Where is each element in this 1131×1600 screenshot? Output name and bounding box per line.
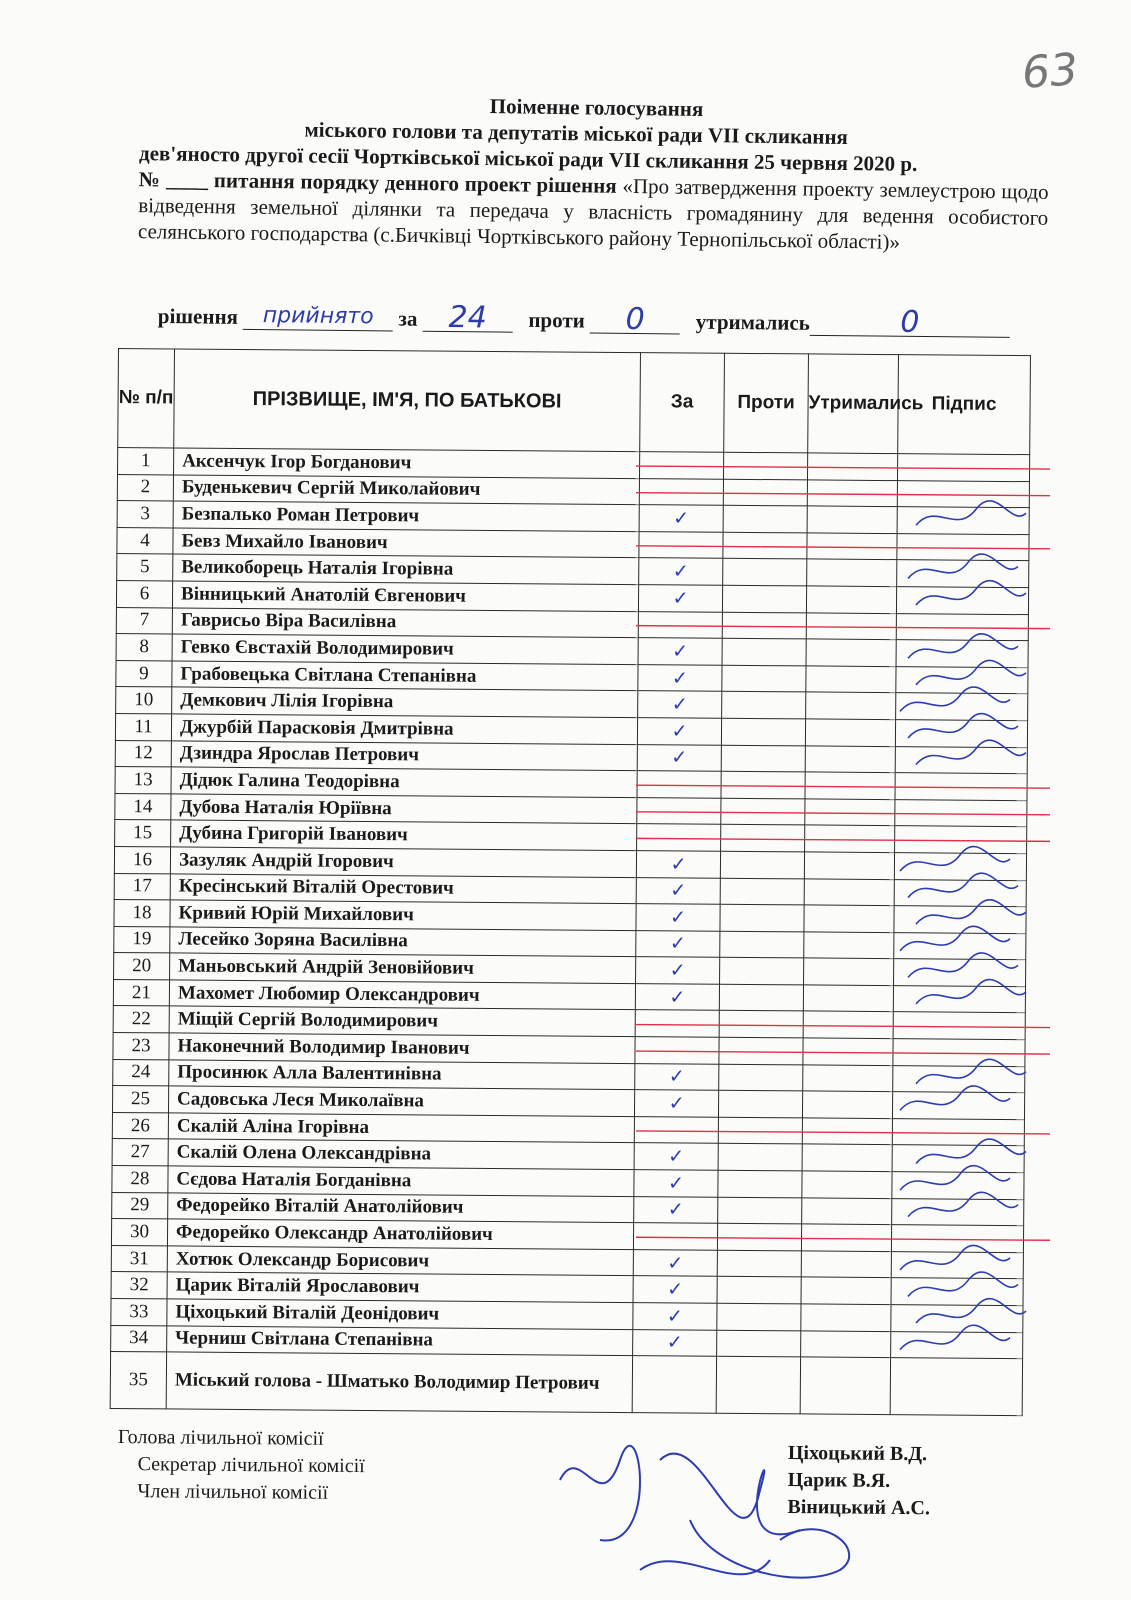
vote-for-mark [639,452,723,479]
row-number: 26 [112,1112,168,1139]
row-number: 23 [113,1033,169,1060]
vote-against-cell [717,1303,801,1330]
vote-abstain-cell [802,1118,892,1145]
signature-cell [897,507,1029,535]
row-number: 18 [114,900,170,927]
deputy-name: Аксенчук Ігор Богданович [174,448,640,478]
vote-for-mark: ✓ [633,1276,717,1303]
signature-cell [897,480,1029,508]
col-header-number: № п/п [118,349,175,448]
vote-for-mark [637,824,721,851]
deputy-name: Міщій Сергій Володимирович [169,1006,635,1036]
header-subtitle: міського голови та депутатів міської ради VII скликання [304,117,849,150]
vote-for-mark: ✓ [637,744,721,771]
row-number: 3 [117,501,173,528]
deputy-name: Федорейко Віталій Анатолійович [168,1193,634,1223]
agenda-number-label: № ____ питання порядку денного проект рішення [138,167,617,198]
signature-cell [891,1278,1023,1306]
deputy-name: Грабовецька Світлана Степанівна [172,661,638,691]
deputy-name: Хотюк Олександр Борисович [167,1246,633,1276]
vote-against-cell [717,1277,801,1304]
row-number: 7 [116,607,172,634]
vote-abstain-cell [805,799,895,826]
vote-against-cell [721,745,805,772]
vote-against-cell [720,958,804,985]
deputy-name: Скалій Аліна Ігорівна [168,1113,634,1143]
vote-for-mark: ✓ [636,930,720,957]
vote-for-mark: ✓ [636,904,720,931]
signature-cell [895,826,1027,854]
vote-against-cell [721,798,805,825]
vote-against-cell [720,851,804,878]
vote-abstain-cell [807,453,897,480]
vote-abstain-cell [806,586,896,613]
deputy-name: Великоборець Наталія Ігорівна [173,554,639,584]
vote-abstain-cell [805,745,895,772]
row-number: 31 [111,1245,167,1272]
vote-against-cell [718,1117,802,1144]
row-number: 24 [113,1059,169,1086]
row-number: 15 [115,820,171,847]
abstain-label: утримались [695,309,810,335]
decision-value: прийнято [243,303,393,332]
commission-member-name: Віницький А.С. [787,1495,931,1520]
vote-for-mark: ✓ [633,1303,717,1330]
vote-for-mark [635,1037,719,1064]
signature-cell [893,1039,1025,1067]
signature-cell [891,1331,1023,1359]
vote-for-mark: ✓ [638,638,722,665]
row-number: 33 [111,1298,167,1325]
vote-abstain-cell [803,985,893,1012]
row-number: 22 [113,1006,169,1033]
signature-cell [892,1145,1024,1173]
vote-against-cell [718,1090,802,1117]
vote-against-cell [720,904,804,931]
vote-against-cell [723,532,807,559]
row-number: 10 [116,687,172,714]
deputy-name: Лесейко Зоряна Василівна [170,927,636,957]
deputy-name: Сєдова Наталія Богданівна [168,1166,634,1196]
vote-for-mark: ✓ [635,1063,719,1090]
vote-abstain-cell [802,1198,892,1225]
row-number: 32 [111,1272,167,1299]
signature-cell [897,560,1029,588]
for-value: 24 [423,305,513,333]
row-number: 4 [117,527,173,554]
col-header-for: За [640,353,725,453]
commission-member-label: Член лічильної комісії [137,1480,329,1504]
row-number: 30 [111,1219,167,1246]
deputy-name: Дубина Григорій Іванович [171,820,637,850]
vote-for-mark: ✓ [638,664,722,691]
row-number: 25 [112,1086,168,1113]
vote-for-mark [635,1010,719,1037]
decision-line [158,302,1038,338]
vote-against-cell [723,479,807,506]
commission-secretary-label: Секретар лічильної комісії [137,1453,365,1478]
signature-cell [891,1305,1023,1333]
deputy-name: Скалій Олена Олександрівна [168,1139,634,1169]
vote-against-cell [719,984,803,1011]
signature-cell [891,1225,1023,1253]
signature-cell [894,959,1026,987]
deputy-name: Дзиндра Ярослав Петрович [171,740,637,770]
vote-for-mark: ✓ [634,1143,718,1170]
vote-abstain-cell [801,1251,891,1278]
vote-abstain-cell [805,772,895,799]
deputy-name: Джурбій Парасковія Дмитрівна [171,714,637,744]
against-value: 0 [590,307,680,335]
signature-cell [896,666,1028,694]
row-number: 9 [116,660,172,687]
commission-chair-label: Голова лічильної комісії [117,1425,324,1450]
vote-for-mark: ✓ [636,850,720,877]
vote-against-cell [719,1037,803,1064]
vote-for-mark: ✓ [636,877,720,904]
counting-commission-labels [117,1424,365,1507]
deputy-name: Міський голова - Шматько Володимир Петрович [166,1352,632,1413]
vote-abstain-cell [802,1091,892,1118]
col-header-signature: Підпис [898,355,1031,455]
deputy-name: Ціхоцький Віталій Деонідович [167,1299,633,1329]
row-number: 14 [115,793,171,820]
deputy-name: Маньовський Андрій Зеновійович [170,953,636,983]
signature-cell [893,985,1025,1013]
col-header-name: ПРІЗВИЩЕ, ІМ'Я, ПО БАТЬКОВІ [174,349,641,452]
vote-abstain-cell [806,612,896,639]
signature-cell [894,906,1026,934]
header-title: Поіменне голосування [489,94,704,122]
signature-cell [892,1092,1024,1120]
against-label: проти [528,307,585,333]
abstain-value: 0 [810,309,1010,338]
signature-cell [895,746,1027,774]
vote-abstain-cell [806,692,896,719]
vote-against-cell [717,1223,801,1250]
vote-for-mark: ✓ [636,957,720,984]
row-number: 16 [114,846,170,873]
vote-for-mark: ✓ [639,558,723,585]
vote-against-cell [723,505,807,532]
for-label: за [398,306,418,331]
signature-cell [892,1198,1024,1226]
row-number: 28 [112,1166,168,1193]
deputy-name: Буденькевич Сергій Миколайович [173,475,639,505]
vote-against-cell [718,1144,802,1171]
signature-cell [894,879,1026,907]
vote-against-cell [721,825,805,852]
vote-against-cell [718,1170,802,1197]
vote-against-cell [719,1011,803,1038]
signature-cell [897,533,1029,561]
row-number: 6 [116,580,172,607]
deputy-name: Бевз Михайло Іванович [173,528,639,558]
deputy-name: Просинюк Алла Валентинівна [169,1060,635,1090]
deputy-name: Кривий Юрій Михайлович [170,900,636,930]
vote-against-cell [717,1330,801,1357]
decision-label: рішення [157,303,239,329]
deputy-name: Садовська Леся Миколаївна [168,1086,634,1116]
vote-against-cell [723,559,807,586]
vote-abstain-cell [802,1144,892,1171]
vote-abstain-cell [804,905,894,932]
vote-abstain-cell [807,533,897,560]
vote-for-mark [638,611,722,638]
row-number: 19 [114,926,170,953]
vote-abstain-cell [803,1011,893,1038]
vote-for-mark [639,478,723,505]
vote-abstain-cell [801,1277,891,1304]
deputy-name: Демкович Лілія Ігорівна [172,687,638,717]
vote-abstain-cell [803,1038,893,1065]
deputy-name: Вінницький Анатолій Євгенович [172,581,638,611]
vote-abstain-cell [803,1065,893,1092]
vote-for-mark [637,797,721,824]
vote-against-cell [719,1064,803,1091]
signature-cell [894,853,1026,881]
signature-cell [892,1172,1024,1200]
deputy-name: Дубова Наталія Юріївна [171,794,637,824]
row-number: 11 [115,713,171,740]
vote-abstain-cell [806,639,896,666]
header-session: дев'яносто другої сесії Чортківської міської ради VII скликання 25 червня 2020 р. [138,141,918,176]
vote-for-mark: ✓ [638,585,722,612]
col-header-abstain: Утримались [808,354,899,454]
vote-for-mark: ✓ [633,1249,717,1276]
signature-cell [896,587,1028,615]
vote-for-mark [639,531,723,558]
commission-secretary-name: Царик В.Я. [787,1468,891,1492]
row-number: 13 [115,767,171,794]
deputy-name: Кресінський Віталій Орестович [170,873,636,903]
vote-for-mark: ✓ [634,1196,718,1223]
vote-abstain-cell [807,480,897,507]
col-header-against: Проти [724,353,809,453]
deputy-name: Федорейко Олександр Анатолійович [167,1219,633,1249]
row-number: 5 [117,554,173,581]
vote-abstain-cell [801,1224,891,1251]
row-number: 29 [112,1192,168,1219]
vote-for-mark: ✓ [638,691,722,718]
vote-for-mark [637,771,721,798]
vote-abstain-cell [801,1330,891,1357]
vote-abstain-cell [804,878,894,905]
vote-against-cell [720,878,804,905]
vote-abstain-cell [804,958,894,985]
vote-against-cell [722,585,806,612]
table-header-row [118,349,1031,455]
row-number: 20 [114,953,170,980]
signature-cell [896,640,1028,668]
vote-against-cell [722,665,806,692]
row-number: 17 [114,873,170,900]
vote-abstain-cell [806,666,896,693]
agenda-question-text: «Про затвердження проекту землеустрою щодо відведення земельної ділянки та передача у власність громадянину для ведення особистого селянського господарства (с.Бичківці Чортківського району Тернопільської області)» [137,173,1049,254]
vote-abstain-cell [804,932,894,959]
row-number: 12 [115,740,171,767]
roll-call-table [110,348,1031,1416]
vote-against-cell [723,452,807,479]
vote-against-cell [720,931,804,958]
row-number: 2 [117,474,173,501]
deputy-name: Дідюк Галина Теодорівна [171,767,637,797]
commission-chair-name: Ціхоцький В.Д. [787,1441,928,1466]
vote-abstain-cell [807,506,897,533]
vote-abstain-cell [807,559,897,586]
row-number: 34 [111,1325,167,1352]
deputy-name: Гаврисьо Віра Василівна [172,607,638,637]
signature-cell [893,1065,1025,1093]
vote-for-mark: ✓ [639,505,723,532]
signature-cell [896,613,1028,641]
signature-cell [895,720,1027,748]
deputy-name: Безпалько Роман Петрович [173,501,639,531]
deputy-name: Махомет Любомир Олександрович [169,980,635,1010]
vote-against-cell [722,638,806,665]
signature-cell [896,693,1028,721]
deputy-name: Зазуляк Андрій Ігорович [170,847,636,877]
vote-abstain-cell [802,1171,892,1198]
signature-cell [894,932,1026,960]
agenda-question [128,166,1049,257]
row-number: 1 [118,448,174,475]
vote-for-mark [634,1116,718,1143]
page-number: 63 [1020,44,1080,99]
deputy-name: Гевко Євстахій Володимирович [172,634,638,664]
vote-for-mark: ✓ [635,983,719,1010]
signature-cell [897,454,1029,482]
vote-against-cell [721,771,805,798]
deputy-name: Наконечний Володимир Іванович [169,1033,635,1063]
signature-cell [895,773,1027,801]
vote-for-mark: ✓ [637,718,721,745]
document-header [128,88,1050,257]
vote-against-cell [722,692,806,719]
vote-for-mark: ✓ [633,1329,717,1356]
vote-abstain-cell [805,825,895,852]
deputy-name: Царик Віталій Ярославович [167,1272,633,1302]
row-number: 35 [110,1352,166,1409]
vote-against-cell [717,1250,801,1277]
vote-abstain-cell [805,719,895,746]
vote-for-mark: ✓ [634,1090,718,1117]
signature-cell [892,1118,1024,1146]
signature-cell [893,1012,1025,1040]
signature-cell [891,1251,1023,1279]
vote-abstain-cell [801,1304,891,1331]
counting-commission-names [787,1440,930,1522]
signature-cell [895,799,1027,827]
row-number: 21 [113,979,169,1006]
vote-abstain-cell [804,852,894,879]
vote-for-mark: ✓ [634,1170,718,1197]
deputy-name: Черниш Світлана Степанівна [167,1326,633,1356]
row-number: 27 [112,1139,168,1166]
vote-against-cell [721,718,805,745]
vote-against-cell [722,612,806,639]
row-number: 8 [116,634,172,661]
vote-against-cell [718,1197,802,1224]
vote-for-mark [633,1223,717,1250]
